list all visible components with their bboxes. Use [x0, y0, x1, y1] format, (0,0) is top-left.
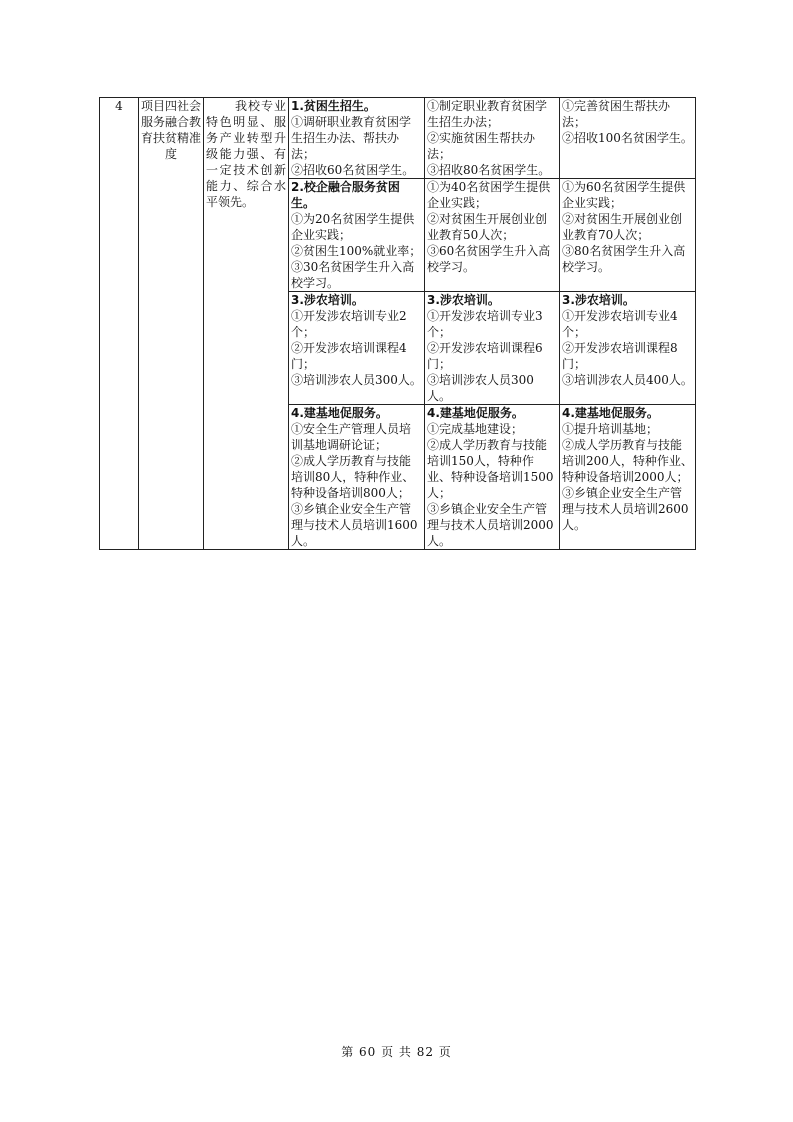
task-title: 4.建基地促服务。 — [562, 406, 659, 420]
task-item: ③培训涉农人员300人。 — [427, 373, 534, 403]
task-title: 3.涉农培训。 — [427, 293, 500, 307]
task-title: 4.建基地促服务。 — [427, 406, 524, 420]
task-item: ②贫困生100%就业率； — [291, 244, 422, 258]
task-title: 1.贫困生招生。 — [291, 99, 376, 113]
task-item: ②对贫困生开展创业创业教育50人次； — [427, 212, 548, 242]
task-cell — [425, 292, 560, 405]
task-item: ②实施贫困生帮扶办法； — [427, 131, 536, 161]
task-cell — [289, 292, 425, 405]
task-title: 4.建基地促服务。 — [291, 406, 388, 420]
task-item: ②开发涉农培训课程6门； — [427, 341, 543, 371]
task-item: ②招收60名贫困学生。 — [291, 163, 415, 177]
task-item: ②成人学历教育与技能培训80人，特种作业、特种设备培训800人； — [291, 454, 415, 500]
plan-table — [99, 97, 696, 550]
task-cell — [425, 179, 560, 292]
task-item: ①为20名贫困学生提供企业实践； — [291, 212, 415, 242]
task-item: ①开发涉农培训专业3个； — [427, 309, 543, 339]
task-item: ①开发涉农培训专业2个； — [291, 309, 407, 339]
task-title: 2.校企融合服务贫困生。 — [291, 180, 400, 210]
task-item: ①为60名贫困学生提供企业实践； — [562, 180, 686, 210]
task-item: ③80名贫困学生升入高校学习。 — [562, 244, 686, 274]
task-item: ②开发涉农培训课程8门； — [562, 341, 678, 371]
task-cell — [425, 98, 560, 179]
row-number: 4 — [100, 98, 139, 550]
task-item: ②成人学历教育与技能培训200人，特种作业、特种设备培训2000人； — [562, 438, 693, 484]
page-footer: 第 60 页 共 82 页 — [341, 1045, 452, 1059]
task-item: ③60名贫困学生升入高校学习。 — [427, 244, 551, 274]
task-cell — [560, 292, 696, 405]
task-title: 3.涉农培训。 — [291, 293, 364, 307]
task-item: ①开发涉农培训专业4个； — [562, 309, 678, 339]
task-item: ②成人学历教育与技能培训150人，特种作业、特种设备培训1500人； — [427, 438, 554, 500]
task-item: ③乡镇企业安全生产管理与技术人员培训2000人。 — [427, 502, 554, 548]
task-cell — [560, 98, 696, 179]
task-item: ①调研职业教育贫困学生招生办法、帮扶办法； — [291, 115, 412, 161]
task-item: ①为40名贫困学生提供企业实践； — [427, 180, 551, 210]
task-item: ①提升培训基地； — [562, 422, 659, 436]
task-cell — [425, 405, 560, 550]
task-item: ③招收80名贫困学生。 — [427, 163, 551, 177]
task-title: 3.涉农培训。 — [562, 293, 635, 307]
task-item: ①完成基地建设； — [427, 422, 524, 436]
task-item: ①完善贫困生帮扶办法； — [562, 99, 671, 129]
task-cell — [289, 98, 425, 179]
project-name: 项目四社会服务融合教育扶贫精准度 — [139, 98, 204, 550]
task-item: ①安全生产管理人员培训基地调研论证； — [291, 422, 412, 452]
task-item: ③乡镇企业安全生产管理与技术人员培训2600人。 — [562, 486, 689, 532]
task-cell — [289, 405, 425, 550]
task-item: ③乡镇企业安全生产管理与技术人员培训1600人。 — [291, 502, 418, 548]
task-cell — [560, 179, 696, 292]
task-item: ②开发涉农培训课程4门； — [291, 341, 407, 371]
project-goal: 我校专业特色明显、服务产业转型升级能力强、有一定技术创新能力、综合水平领先。 — [204, 98, 289, 550]
task-item: ③培训涉农人员400人。 — [562, 373, 693, 387]
task-item: ③30名贫困学生升入高校学习。 — [291, 260, 415, 290]
task-item: ②对贫困生开展创业创业教育70人次； — [562, 212, 683, 242]
table-row — [100, 98, 696, 179]
task-item: ②招收100名贫困学生。 — [562, 131, 693, 145]
task-cell — [289, 179, 425, 292]
task-item: ③培训涉农人员300人。 — [291, 373, 422, 387]
task-cell — [560, 405, 696, 550]
task-item: ①制定职业教育贫困学生招生办法； — [427, 99, 548, 129]
